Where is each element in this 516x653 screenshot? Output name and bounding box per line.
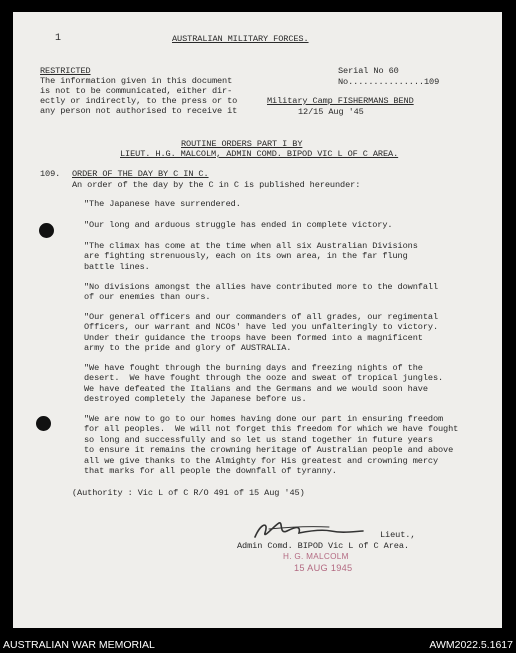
item-intro: An order of the day by the C in C is published hereunder: bbox=[72, 180, 361, 190]
orders-title: ROUTINE ORDERS PART I BY bbox=[181, 139, 303, 149]
document-heading: AUSTRALIAN MILITARY FORCES. bbox=[172, 34, 309, 44]
restricted-title: RESTRICTED bbox=[40, 66, 91, 76]
order-paragraph: "Our general officers and our commanders of all grades, our regimental Officers, our warrant and NCOs' have led you unfalteringly to victory. Under their guidance the troops have been formed into a magnificent army to the pride and glory of AUSTRALIA. bbox=[84, 312, 438, 354]
restricted-line: any person not authorised to receive it bbox=[40, 106, 238, 116]
order-paragraph: "The Japanese have surrendered. bbox=[84, 199, 241, 209]
order-paragraph: "We are now to go to our homes having done our part in ensuring freedom for all peoples. We will not forget this freedom for which we have fought so long and successfully and so let us stand together in future years to ensure it remains the crowning heritage of Australian people and above all we give thanks to the Almighty for His greatest and crowning mercy that marks for all people the downfall of tyranny. bbox=[84, 414, 459, 477]
order-paragraph: "Our long and arduous struggle has ended in complete victory. bbox=[84, 220, 393, 230]
signature-stamp-date: 15 AUG 1945 bbox=[294, 563, 353, 573]
footer-credit: AUSTRALIAN WAR MEMORIAL bbox=[3, 639, 155, 651]
signature-stamp-name: H. G. MALCOLM bbox=[283, 552, 349, 561]
restricted-line: ectly or indirectly, to the press or to bbox=[40, 96, 238, 106]
item-title: ORDER OF THE DAY BY C IN C. bbox=[72, 169, 209, 179]
punch-hole bbox=[39, 223, 54, 238]
order-date: 12/15 Aug '45 bbox=[298, 107, 364, 117]
camp-location: Military Camp FISHERMANS BEND bbox=[267, 96, 414, 106]
document-page bbox=[13, 12, 502, 628]
order-paragraph: "No divisions amongst the allies have contributed more to the downfall of our enemies than ours. bbox=[84, 282, 438, 303]
restricted-line: The information given in this document bbox=[40, 76, 233, 86]
document-number: No...............109 bbox=[338, 77, 440, 87]
page-mark: 1 bbox=[55, 33, 61, 44]
order-paragraph: "We have fought through the burning days and freezing nights of the desert. We have fought through the ooze and sweat of tropical jungles. We have defeated the Italians and the Germans and we would soon have destroyed completely the Japanese before us. bbox=[84, 363, 444, 405]
handwritten-signature bbox=[249, 517, 369, 543]
serial-number: Serial No 60 bbox=[338, 66, 399, 76]
signature-title: Admin Comd. BIPOD Vic L of C Area. bbox=[237, 541, 409, 551]
order-paragraph: "The climax has come at the time when all six Australian Divisions are fighting strenuously, each on its own area, in the far flung battle lines. bbox=[84, 241, 418, 272]
item-number: 109. bbox=[40, 169, 61, 179]
restricted-line: is not to be communicated, either dir- bbox=[40, 86, 233, 96]
signature-rank: Lieut., bbox=[380, 530, 416, 540]
authority-reference: (Authority : Vic L of C R/O 491 of 15 Aug '45) bbox=[72, 488, 305, 498]
footer-accession-number: AWM2022.5.1617 bbox=[429, 639, 513, 651]
orders-subtitle: LIEUT. H.G. MALCOLM, ADMIN COMD. BIPOD VIC L OF C AREA. bbox=[120, 149, 399, 159]
punch-hole bbox=[36, 416, 51, 431]
